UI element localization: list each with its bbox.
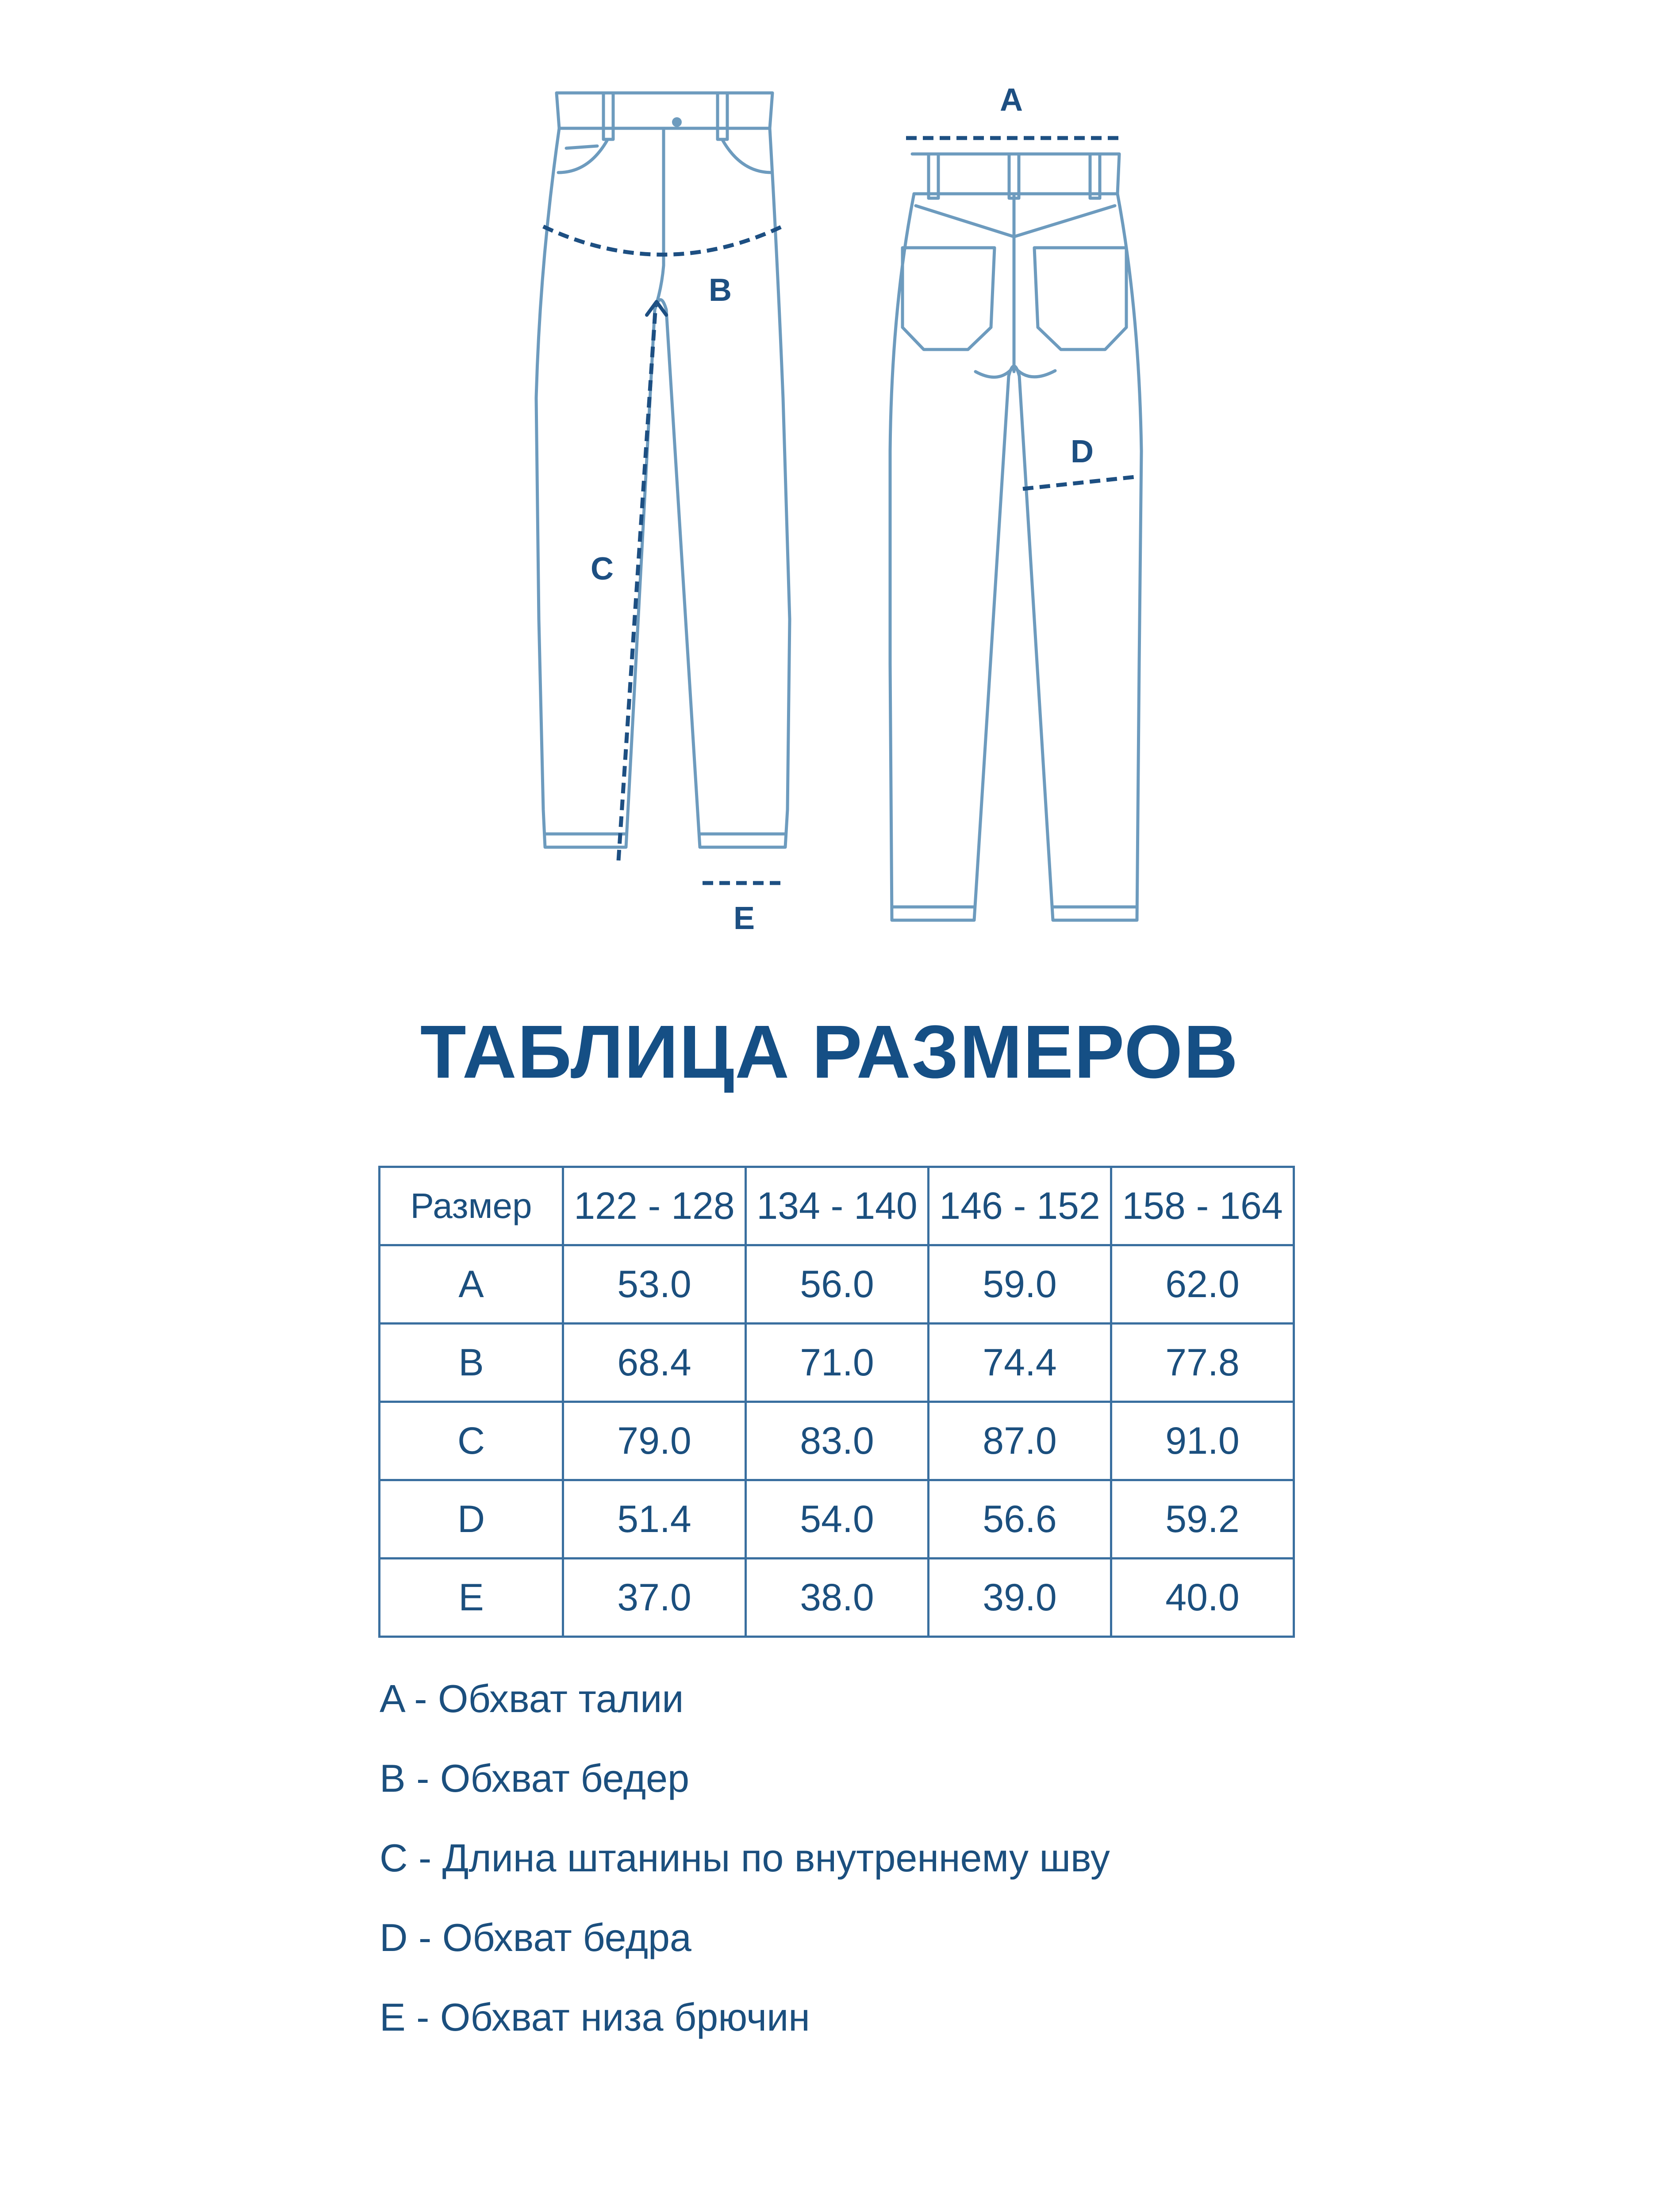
table-cell: 71.0 xyxy=(746,1324,929,1402)
table-row-label: C xyxy=(380,1402,563,1480)
table-row-label: A xyxy=(380,1245,563,1324)
measure-label-e: E xyxy=(733,901,755,936)
legend-item: B - Обхват бедер xyxy=(380,1756,690,1800)
measure-label-d: D xyxy=(1071,434,1094,469)
back-pocket-right xyxy=(1034,248,1126,349)
table-row xyxy=(380,1402,1294,1480)
back-belt-loop-2 xyxy=(1009,154,1019,198)
front-coin-pocket xyxy=(566,146,597,148)
table-header-size: 158 - 164 xyxy=(1111,1167,1294,1245)
back-silhouette xyxy=(890,194,1141,920)
table-cell: 37.0 xyxy=(563,1559,746,1637)
measure-label-c: C xyxy=(591,551,614,587)
table-cell: 87.0 xyxy=(929,1402,1111,1480)
table-cell: 79.0 xyxy=(563,1402,746,1480)
table-header-size: 146 - 152 xyxy=(929,1167,1111,1245)
table-row-label: D xyxy=(380,1480,563,1559)
measure-label-b: B xyxy=(709,273,732,308)
table-cell: 62.0 xyxy=(1111,1245,1294,1324)
page-title: ТАБЛИЦА РАЗМЕРОВ xyxy=(420,1010,1239,1094)
pants-diagram xyxy=(0,0,1659,973)
legend-item: C - Длина штанины по внутреннему шву xyxy=(380,1836,1110,1880)
measure-line-d xyxy=(1023,476,1139,489)
table-header-row xyxy=(380,1167,1294,1245)
legend-item: A - Обхват талии xyxy=(380,1677,684,1720)
front-pocket-left xyxy=(558,141,607,173)
table-cell: 77.8 xyxy=(1111,1324,1294,1402)
back-belt-loop-1 xyxy=(929,154,938,198)
front-waistband xyxy=(557,93,772,128)
table-cell: 59.0 xyxy=(929,1245,1111,1324)
table-row-label: B xyxy=(380,1324,563,1402)
table-row xyxy=(380,1324,1294,1402)
table-cell: 56.0 xyxy=(746,1245,929,1324)
back-pocket-left xyxy=(902,248,995,349)
table-cell: 91.0 xyxy=(1111,1402,1294,1480)
front-belt-loop-1 xyxy=(603,93,613,139)
table-cell: 74.4 xyxy=(929,1324,1111,1402)
table-cell: 83.0 xyxy=(746,1402,929,1480)
pants-back-view xyxy=(890,82,1141,920)
table-cell: 40.0 xyxy=(1111,1559,1294,1637)
legend-item: D - Обхват бедра xyxy=(380,1916,691,1959)
back-waistband xyxy=(912,154,1119,194)
measurement-legend xyxy=(380,1672,1110,2070)
table-row xyxy=(380,1480,1294,1559)
table-cell: 59.2 xyxy=(1111,1480,1294,1559)
table-header-size: 122 - 128 xyxy=(563,1167,746,1245)
table-cell: 39.0 xyxy=(929,1559,1111,1637)
table-cell: 38.0 xyxy=(746,1559,929,1637)
table-header-corner: Размер xyxy=(380,1167,563,1245)
front-belt-loop-2 xyxy=(718,93,727,139)
front-button-icon xyxy=(672,117,682,127)
table-header-size: 134 - 140 xyxy=(746,1167,929,1245)
table-cell: 56.6 xyxy=(929,1480,1111,1559)
table-row xyxy=(380,1559,1294,1637)
back-belt-loop-3 xyxy=(1090,154,1100,198)
front-fly xyxy=(655,128,664,310)
table-cell: 51.4 xyxy=(563,1480,746,1559)
table-cell: 53.0 xyxy=(563,1245,746,1324)
table-cell: 54.0 xyxy=(746,1480,929,1559)
measure-label-a: A xyxy=(1000,82,1023,118)
legend-item: E - Обхват низа брючин xyxy=(380,1995,810,2039)
table-row xyxy=(380,1245,1294,1324)
size-table xyxy=(378,1166,1295,1638)
pants-front-view xyxy=(536,93,790,936)
front-pocket-right xyxy=(723,141,772,173)
measure-line-c xyxy=(618,305,656,860)
table-row-label: E xyxy=(380,1559,563,1637)
table-cell: 68.4 xyxy=(563,1324,746,1402)
